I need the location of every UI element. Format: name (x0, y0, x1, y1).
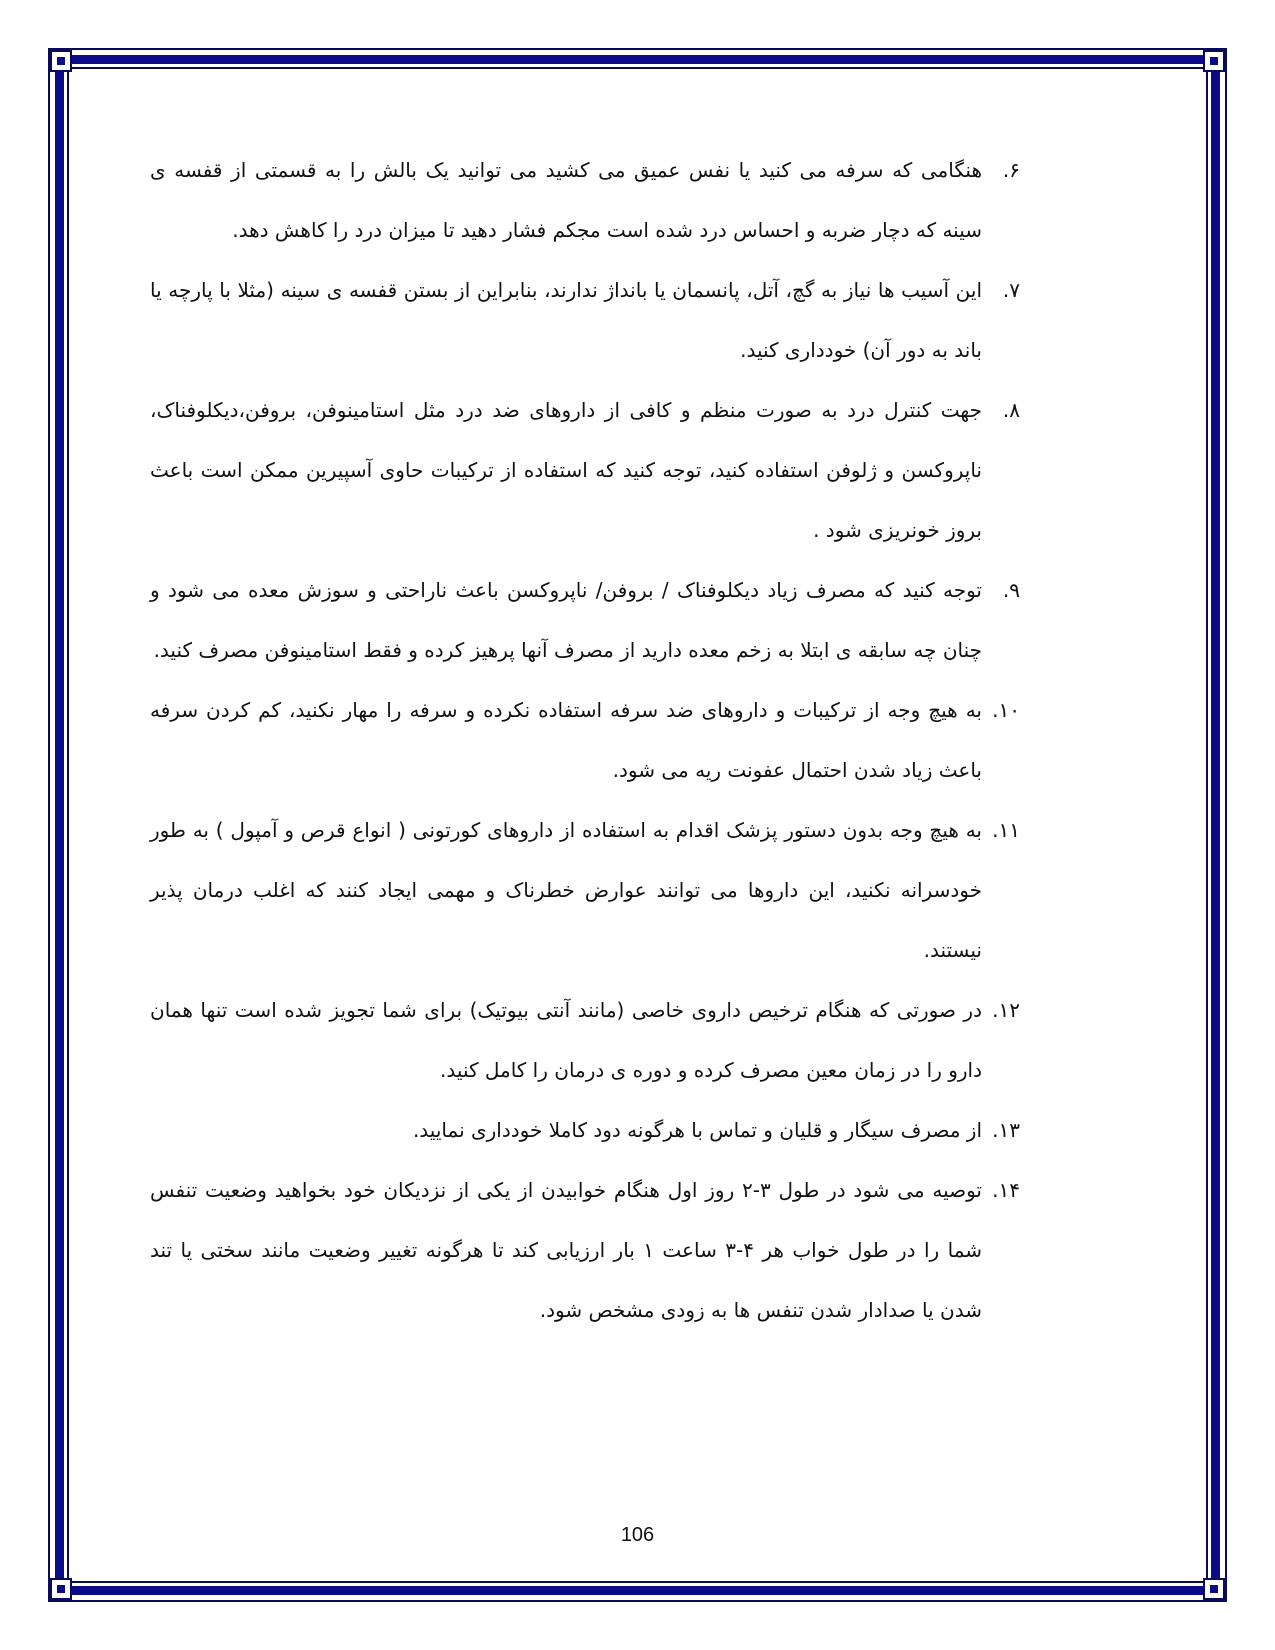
list-item-number: ۱۲. (992, 998, 1020, 1022)
page-number: 106 (620, 1524, 655, 1546)
list-item-text: توجه کنید که مصرف زیاد دیکلوفناک / بروفن/ ناپروکسن باعث ناراحتی و سوزش معده می شود و چنان چه سابقه ی ابتلا به زخم معده دارید از مصرف آنها پرهیز کرده و فقط استامینوفن مصرف کنید. (150, 578, 982, 662)
list-item (150, 1160, 1020, 1340)
list-item-text: در صورتی که هنگام ترخیص داروی خاصی (مانند آنتی بیوتیک) برای شما تجویز شده است تنها همان دارو را در زمان معین مصرف کرده و دوره ی درمان را کامل کنید. (150, 998, 982, 1082)
list-item-number: ۸. (1002, 398, 1020, 422)
list-item (150, 680, 1020, 800)
list-item (150, 1100, 1020, 1160)
list-item-number: ۷. (1002, 278, 1020, 302)
border-corner-ornament (50, 50, 72, 72)
list-item-text: به هیچ وجه بدون دستور پزشک اقدام به استفاده از داروهای کورتونی ( انواع قرص و آمپول ) به طور خودسرانه نکنید، این داروها می توانند عوارض خطرناک و مهمی ایجاد کنند که اغلب درمان پذیر نیستند. (150, 818, 982, 962)
instruction-list (150, 140, 1020, 1340)
list-item (150, 260, 1020, 380)
border-corner-ornament (50, 1578, 72, 1600)
list-item-number: ۱۴. (992, 1178, 1020, 1202)
list-item-text: جهت کنترل درد به صورت منظم و کافی از داروهای ضد درد مثل استامینوفن، بروفن،دیکلوفناک، ناپروکسن و ژلوفن استفاده کنید، توجه کنید که استفاده از ترکیبات حاوی آسپیرین ممکن است باعث بروز خونریزی شود . (150, 398, 982, 542)
list-item (150, 140, 1020, 260)
border-corner-ornament (1203, 50, 1225, 72)
list-item (150, 560, 1020, 680)
list-item-text: این آسیب ها نیاز به گچ، آتل، پانسمان یا بانداژ ندارند، بنابراین از بستن قفسه ی سینه (مثلا با پارچه یا باند به دور آن) خودداری کنید. (150, 278, 982, 362)
list-item-text: هنگامی که سرفه می کنید یا نفس عمیق می کشید می توانید یک بالش را به قسمتی از قفسه ی سینه که دچار ضربه و احساس درد شده است مجکم فشار دهید تا میزان درد را کاهش دهد. (150, 158, 982, 242)
list-item-number: ۶. (1002, 158, 1020, 182)
list-item (150, 380, 1020, 560)
list-item-number: ۹. (1002, 578, 1020, 602)
border-corner-ornament (1203, 1578, 1225, 1600)
list-item (150, 980, 1020, 1100)
list-item-number: ۱۱. (992, 818, 1020, 842)
list-item (150, 800, 1020, 980)
list-item-text: به هیچ وجه از ترکیبات و داروهای ضد سرفه استفاده نکرده و سرفه را مهار نکنید، کم کردن سرفه باعث زیاد شدن احتمال عفونت ریه می شود. (150, 698, 982, 782)
list-item-number: ۱۳. (992, 1118, 1020, 1142)
list-item-text: از مصرف سیگار و قلیان و تماس با هرگونه دود کاملا خودداری نمایید. (412, 1118, 982, 1142)
list-item-text: توصیه می شود در طول ۳-۲ روز اول هنگام خوابیدن از یکی از نزدیکان خود بخواهید وضعیت تنفس شما را در طول خواب هر ۴-۳ ساعت ۱ بار ارزیابی کند تا هرگونه تغییر وضعیت مانند سختی یا تند شدن یا صدادار شدن تنفس ها به زودی مشخص شود. (150, 1178, 983, 1322)
list-item-number: ۱۰. (992, 698, 1020, 722)
